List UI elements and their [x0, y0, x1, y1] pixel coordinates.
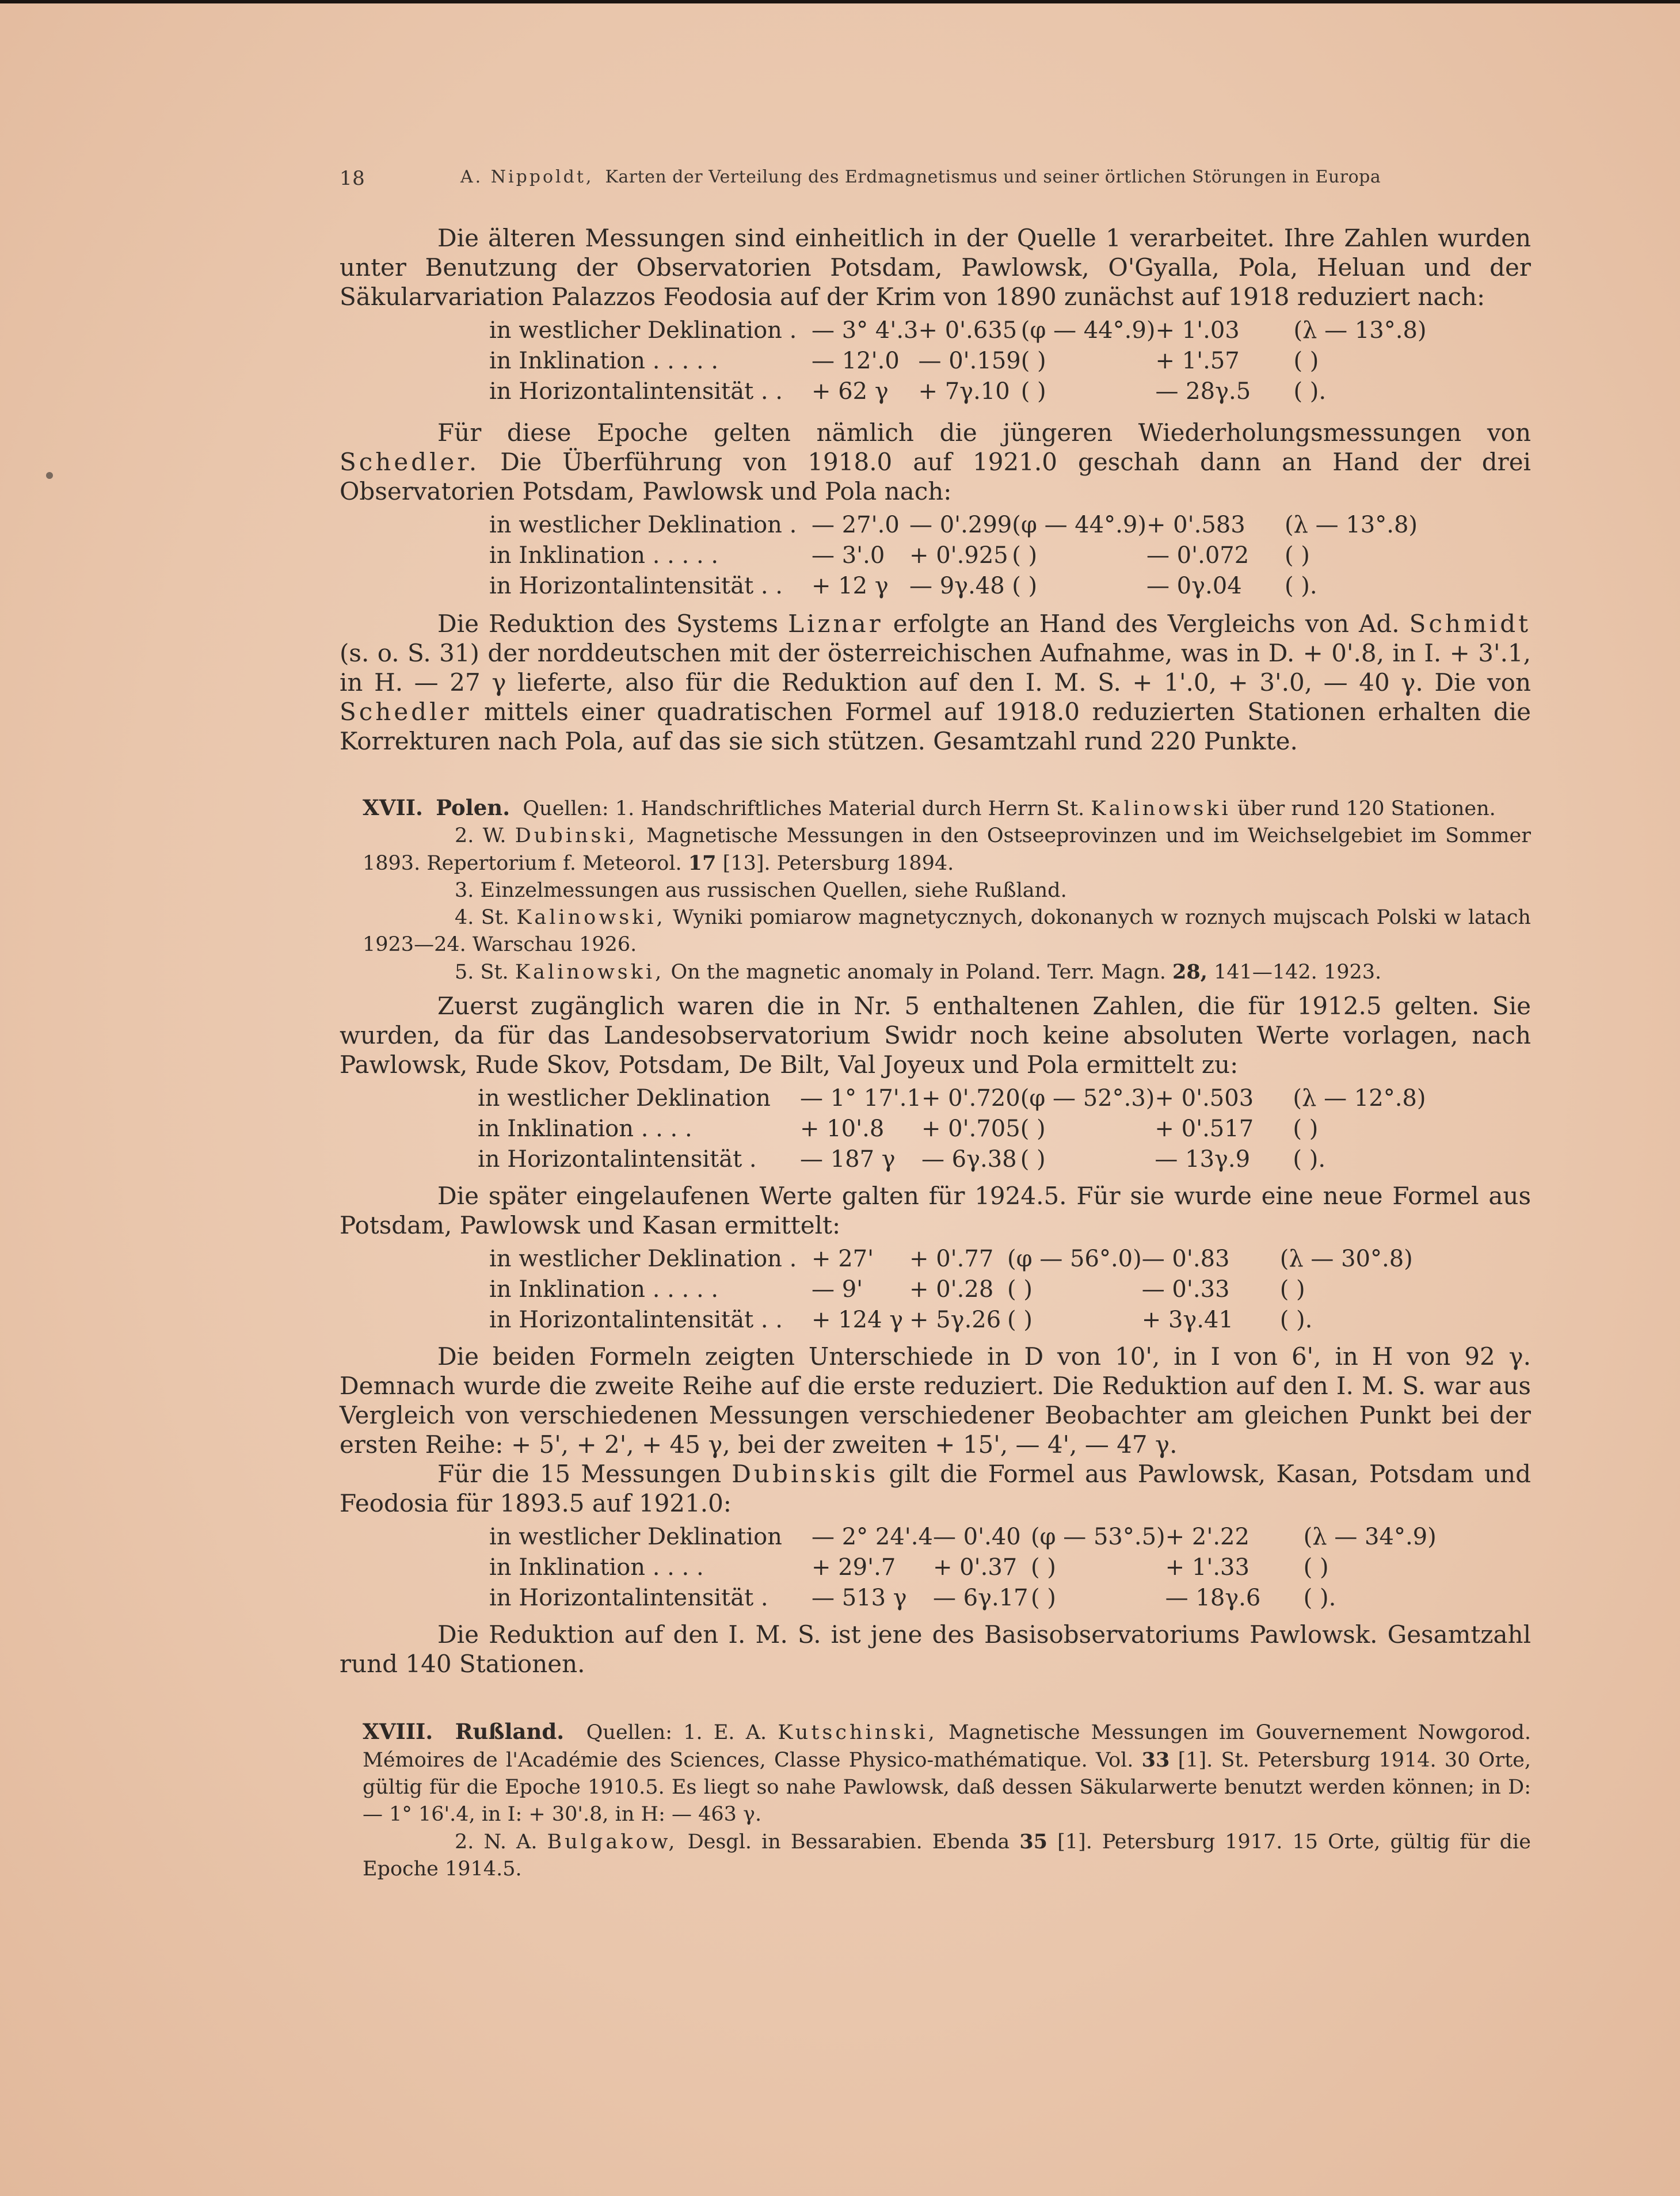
- header-author: A. Nippoldt,: [460, 167, 594, 187]
- person-name: Schedler.: [340, 448, 480, 476]
- table-row: in westlicher Deklination — 2° 24'.4 — 0'.40 (φ — 53°.5) + 2'.22 (λ — 34°.9): [489, 1524, 1437, 1550]
- paragraph-epoch: Für diese Epoche gelten nämlich die jüngeren Wiederholungsmessungen von Schedler. Die Überführung von 1918.0 auf 1921.0 geschah dann an Hand der drei Observatorien Potsdam, Pawlowsk und Pola nach:: [340, 418, 1531, 505]
- table-row: in Inklination . . . . . — 3'.0 + 0'.925 ( ) — 0'.072 ( ): [489, 542, 1310, 569]
- reduction-table-1893: [489, 1523, 1437, 1614]
- scan-edge: [0, 0, 1680, 3]
- person-name: Liznar: [788, 610, 883, 638]
- section-number: XVII.: [363, 795, 423, 820]
- paragraph-pawlowsk: Die Reduktion auf den I. M. S. ist jene des Basisobservatoriums Pawlowsk. Gesamtzahl rund 140 Stationen.: [340, 1620, 1531, 1678]
- source-1: XVII. Polen. Quellen: 1. Handschriftliches Material durch Herrn St. Kalinowski über rund 120 Stationen.: [363, 795, 1496, 820]
- paragraph-liznar: Die Reduktion des Systems Liznar erfolgte an Hand des Vergleichs von Ad. Schmidt (s. o. S. 31) der norddeutschen mit der österreichischen Aufnahme, was in D. + 0'.8, in I. + 3'.1, in H. — 27 γ lieferte, also für die Reduktion auf den I. M. S. + 1'.0, + 3'.0, — 40 γ. Die von Schedler mittels einer quadratischen Formel auf 1918.0 reduzierten Stationen erhalten die Korrekturen nach Pola, auf das sie sich stützen. Gesamtzahl rund 220 Punkte.: [340, 610, 1531, 755]
- reduction-table-1924: [489, 1244, 1413, 1336]
- section-title: Rußland.: [455, 1719, 565, 1744]
- source-2: 2. W. Dubinski, Magnetische Messungen in den Ostseeprovinzen und im Weichselgebiet im Sommer 1893. Repertorium f. Meteorol. 17 [13]. Petersburg 1894.: [363, 824, 1531, 875]
- source-1: XVIII. Rußland. Quellen: 1. E. A. Kutschinski, Magnetische Messungen im Gouvernement Nowgorod. Mémoires de l'Académie des Sciences, Classe Physico-mathématique. Vol. 33 [1]. St. Petersburg 1914. 30 Orte, gültig für die Epoche 1910.5. Es liegt so nahe Pawlowsk, daß dessen Säkularwerte benutzt werden können; in D: — 1° 16'.4, in I: + 30'.8, in H: — 463 γ.: [363, 1719, 1531, 1826]
- reduction-table-1921: [489, 511, 1418, 602]
- section-title: Polen.: [436, 795, 511, 820]
- table-row: in Inklination . . . . + 10'.8 + 0'.705 ( ) + 0'.517 ( ): [478, 1116, 1319, 1142]
- section-xviii-sources: [363, 1718, 1531, 1883]
- table-row: in westlicher Deklination . — 27'.0 — 0'.299 (φ — 44°.9) + 0'.583 (λ — 13°.8): [489, 512, 1418, 538]
- person-name: Schedler: [340, 698, 472, 726]
- section-number: XVIII.: [363, 1719, 433, 1744]
- person-name: Dubinskis: [732, 1460, 879, 1488]
- scan-speck: [46, 472, 53, 479]
- source-5: 5. St. Kalinowski, On the magnetic anomaly in Poland. Terr. Magn. 28, 141—142. 1923.: [455, 960, 1382, 984]
- page-number: 18: [340, 167, 365, 190]
- table-row: in Horizontalintensität . — 187 γ — 6γ.38 ( ) — 13γ.9 ( ).: [478, 1146, 1326, 1173]
- paragraph-older-measurements: Die älteren Messungen sind einheitlich in der Quelle 1 verarbeitet. Ihre Zahlen wurden unter Benutzung der Observatorien Potsdam, Pawlowsk, O'Gyalla, Pola, Heluan und der Säkularvariation Palazzos Feodosia auf der Krim von 1890 zunächst auf 1918 reduziert nach:: [340, 224, 1531, 311]
- reduction-table-1912: [478, 1084, 1426, 1175]
- paragraph-differences: Die beiden Formeln zeigten Unterschiede in D von 10', in I von 6', in H von 92 γ. Demnach wurde die zweite Reihe auf die erste reduziert. Die Reduktion auf den I. M. S. war aus Vergleich von verschiedenen Messungen verschiedener Beobachter am gleichen Punkt bei der ersten Reihe: + 5', + 2', + 45 γ, bei der zweiten + 15', — 4', — 47 γ.: [340, 1342, 1531, 1459]
- running-header: [340, 167, 1404, 190]
- table-row: in Horizontalintensität . . + 124 γ + 5γ.26 ( ) + 3γ.41 ( ).: [489, 1307, 1313, 1333]
- paragraph-later-values: Die später eingelaufenen Werte galten für 1924.5. Für sie wurde eine neue Formel aus Potsdam, Pawlowsk und Kasan ermittelt:: [340, 1182, 1531, 1239]
- paragraph-dubinski: Für die 15 Messungen Dubinskis gilt die Formel aus Pawlowsk, Kasan, Potsdam und Feodosia für 1893.5 auf 1921.0:: [340, 1460, 1531, 1517]
- table-row: in westlicher Deklination . — 3° 4'.3 + 0'.635 (φ — 44°.9) + 1'.03 (λ — 13°.8): [489, 317, 1427, 344]
- source-3: 3. Einzelmessungen aus russischen Quellen, siehe Rußland.: [455, 879, 1067, 902]
- header-title: Karten der Verteilung des Erdmagnetismus und seiner örtlichen Störungen in Europa: [605, 167, 1381, 187]
- table-row: in Horizontalintensität . . + 62 γ + 7γ.10 ( ) — 28γ.5 ( ).: [489, 378, 1327, 405]
- body-block-2: [340, 991, 1531, 1679]
- source-2: 2. N. A. Bulgakow, Desgl. in Bessarabien. Ebenda 35 [1]. Petersburg 1917. 15 Orte, gültig für die Epoche 1914.5.: [363, 1830, 1531, 1881]
- table-row: in Horizontalintensität . — 513 γ — 6γ.17 ( ) — 18γ.6 ( ).: [489, 1585, 1336, 1611]
- table-row: in westlicher Deklination . + 27' + 0'.77 (φ — 56°.0) — 0'.83 (λ — 30°.8): [489, 1246, 1413, 1272]
- paragraph-poland-first: Zuerst zugänglich waren die in Nr. 5 enthaltenen Zahlen, die für 1912.5 gelten. Sie wurden, da für das Landesobservatorium Swidr noch keine absoluten Werte vorlagen, nach Pawlowsk, Rude Skov, Potsdam, De Bilt, Val Joyeux und Pola ermittelt zu:: [340, 992, 1531, 1079]
- reduction-table-1918: [489, 316, 1427, 408]
- body-block-1: [340, 223, 1531, 756]
- table-row: in Inklination . . . . + 29'.7 + 0'.37 ( ) + 1'.33 ( ): [489, 1554, 1329, 1581]
- person-name: Schmidt: [1409, 610, 1531, 638]
- table-row: in westlicher Deklination — 1° 17'.1 + 0'.720 (φ — 52°.3) + 0'.503 (λ — 12°.8): [478, 1085, 1426, 1112]
- source-4: 4. St. Kalinowski, Wyniki pomiarow magnetycznych, dokonanych w roznych mujscach Polski w latach 1923—24. Warschau 1926.: [363, 906, 1531, 956]
- table-row: in Inklination . . . . . — 9' + 0'.28 ( ) — 0'.33 ( ): [489, 1276, 1305, 1303]
- table-row: in Horizontalintensität . . + 12 γ — 9γ.48 ( ) — 0γ.04 ( ).: [489, 573, 1317, 599]
- table-row: in Inklination . . . . . — 12'.0 — 0'.159 ( ) + 1'.57 ( ): [489, 348, 1319, 374]
- section-xvii-sources: [363, 794, 1531, 986]
